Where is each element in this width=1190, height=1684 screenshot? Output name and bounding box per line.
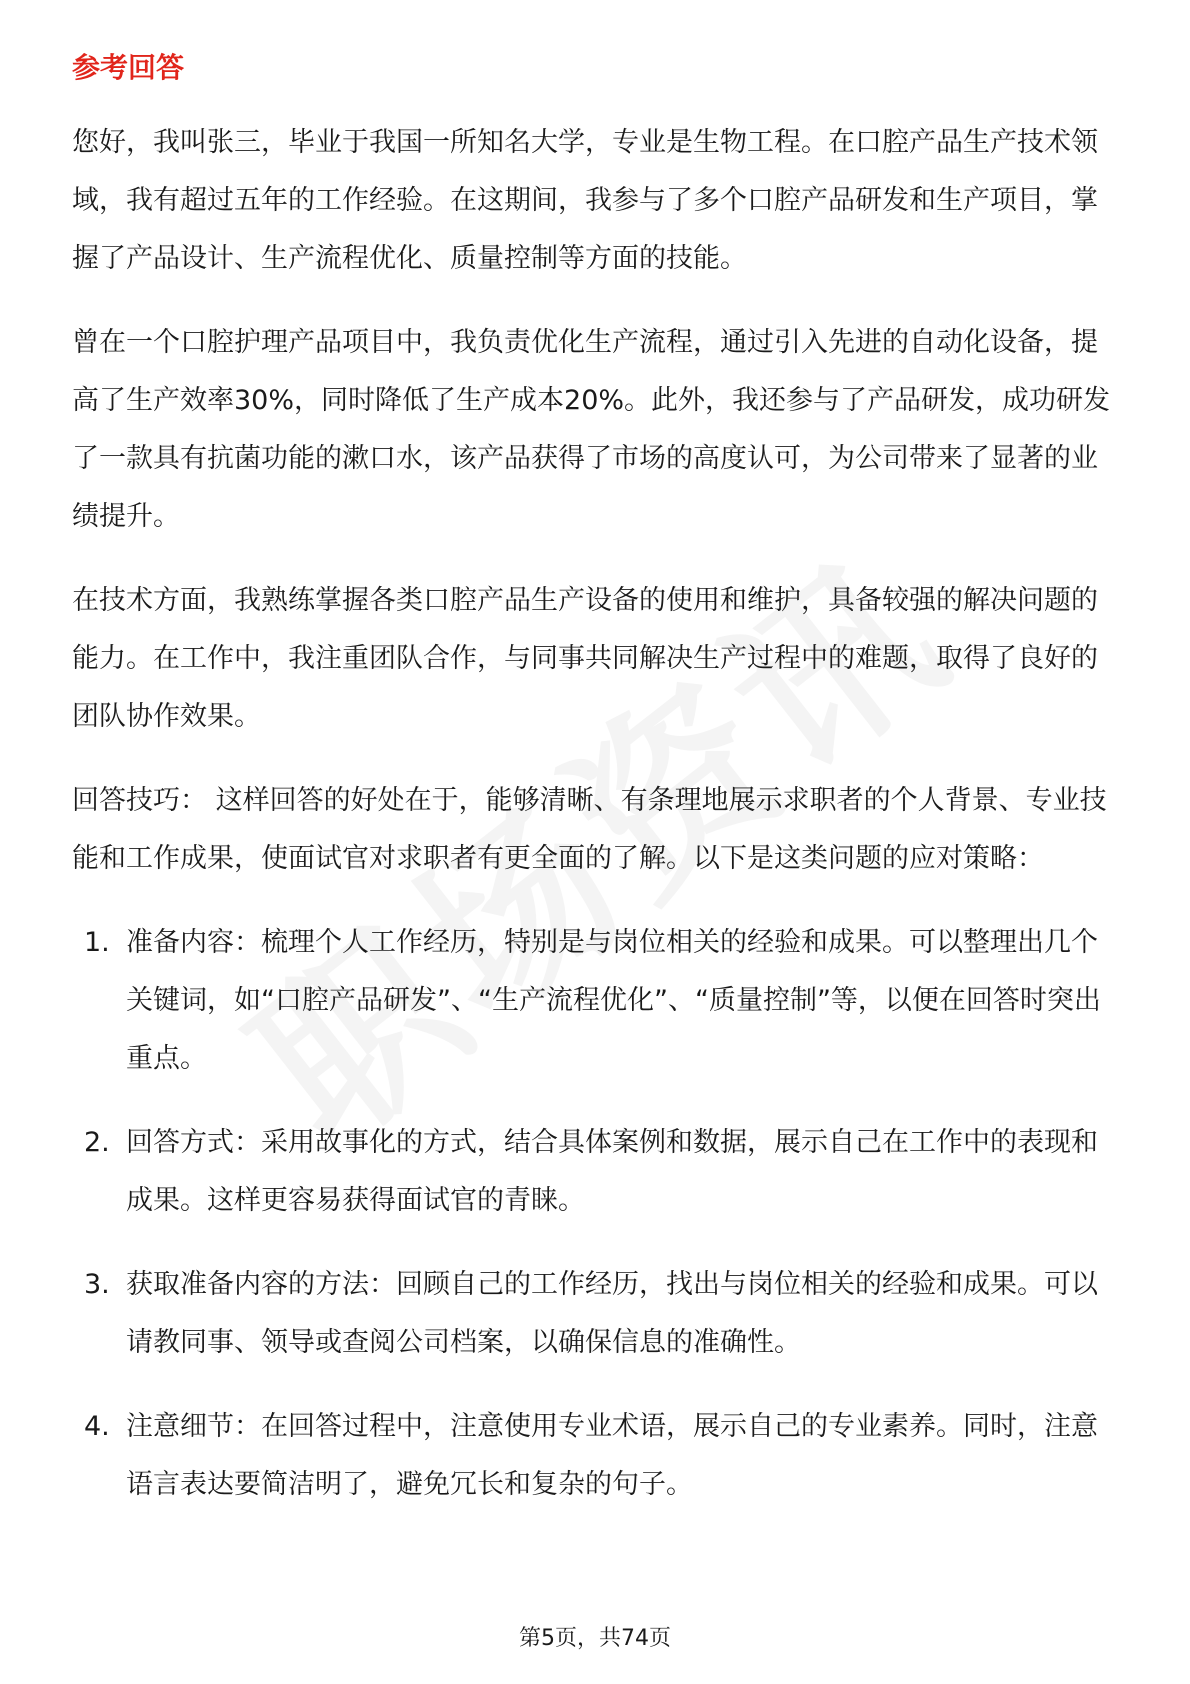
answer-paragraph-3: 在技术方面，我熟练掌握各类口腔产品生产设备的使用和维护，具备较强的解决问题的能力。在工作中，我注重团队合作，与同事共同解决生产过程中的难题，取得了良好的团队协作效果。 — [72, 585, 1098, 732]
list-item-text: 回答方式：采用故事化的方式，结合具体案例和数据，展示自己在工作中的表现和成果。这样更容易获得面试官的青睐。 — [126, 1127, 1098, 1216]
tips-intro-paragraph: 回答技巧： 这样回答的好处在于，能够清晰、有条理地展示求职者的个人背景、专业技能和工作成果，使面试官对求职者有更全面的了解。以下是这类问题的应对策略： — [72, 785, 1107, 874]
list-item-number: 4. — [84, 1411, 110, 1442]
section-title: 参考回答 — [72, 51, 185, 84]
list-item-number: 1. — [84, 927, 110, 958]
answer-paragraph-1: 您好，我叫张三，毕业于我国一所知名大学，专业是生物工程。在口腔产品生产技术领域，我有超过五年的工作经验。在这期间，我参与了多个口腔产品研发和生产项目，掌握了产品设计、生产流程优化、质量控制等方面的技能。 — [72, 127, 1098, 274]
list-item — [72, 1114, 1122, 1230]
list-item — [72, 1256, 1122, 1372]
list-item — [72, 1398, 1122, 1514]
list-item — [72, 914, 1122, 1088]
tips-list — [72, 914, 1122, 1514]
list-item-text: 注意细节：在回答过程中，注意使用专业术语，展示自己的专业素养。同时，注意语言表达要简洁明了，避免冗长和复杂的句子。 — [126, 1411, 1098, 1500]
document-body — [72, 48, 1122, 1540]
answer-paragraph-2: 曾在一个口腔护理产品项目中，我负责优化生产流程，通过引入先进的自动化设备，提高了生产效率30%，同时降低了生产成本20%。此外，我还参与了产品研发，成功研发了一款具有抗菌功能的漱口水，该产品获得了市场的高度认可，为公司带来了显著的业绩提升。 — [72, 327, 1111, 532]
list-item-text: 准备内容：梳理个人工作经历，特别是与岗位相关的经验和成果。可以整理出几个关键词，如“口腔产品研发”、“生产流程优化”、“质量控制”等，以便在回答时突出重点。 — [126, 927, 1101, 1074]
list-item-text: 获取准备内容的方法：回顾自己的工作经历，找出与岗位相关的经验和成果。可以请教同事、领导或查阅公司档案，以确保信息的准确性。 — [126, 1269, 1098, 1358]
page-footer: 第5页，共74页 — [519, 1626, 671, 1651]
list-item-number: 3. — [84, 1269, 110, 1300]
list-item-number: 2. — [84, 1127, 110, 1158]
